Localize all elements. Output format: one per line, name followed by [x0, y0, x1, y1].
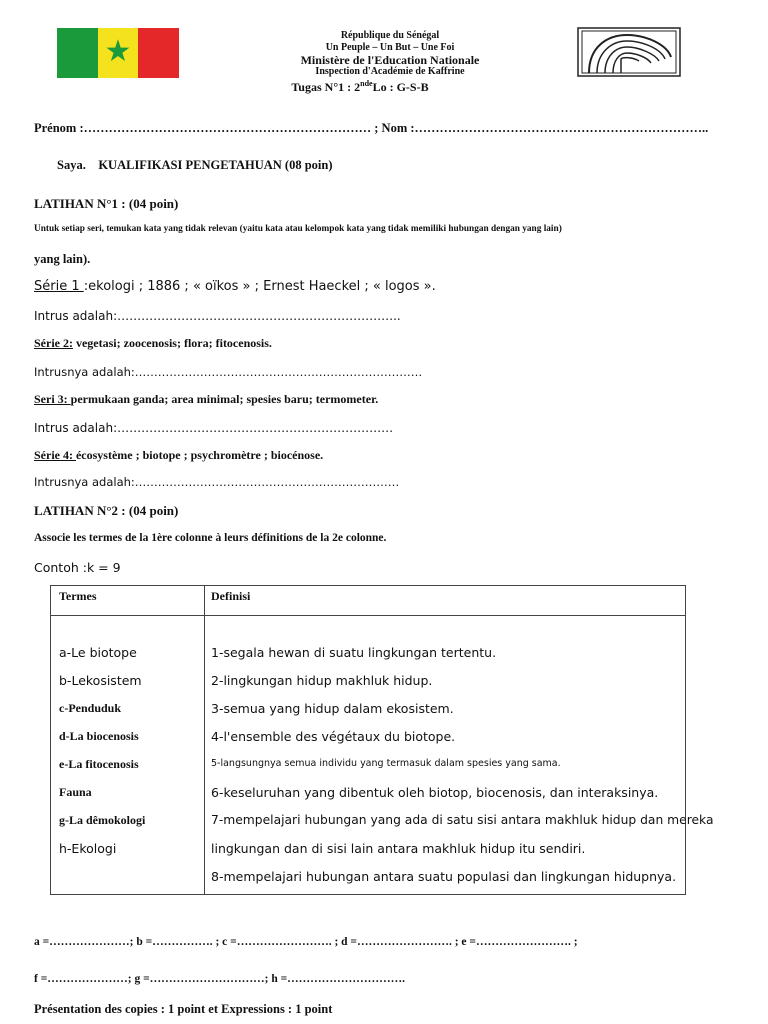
- series1-answer: Intrus adalah:……………………………………………………………..: [34, 309, 401, 323]
- flag-yellow-band: [98, 28, 139, 78]
- series4: [34, 448, 323, 463]
- series4-label: Série 4:: [34, 448, 76, 462]
- header-republic: République du Sénégal: [340, 30, 440, 41]
- series3: [34, 392, 378, 407]
- exercise2-instruction: Associe les termes de la 1ère colonne à leurs définitions de la 2e colonne.: [34, 532, 387, 544]
- definition-7: 7-mempelajari hubungan yang ada di satu sisi antara makhluk hidup dan mereka: [211, 813, 714, 827]
- academy-logo: [577, 27, 681, 77]
- series2-label: Série 2:: [34, 336, 73, 350]
- flag-red-band: [138, 28, 179, 78]
- definition-1: 1-segala hewan di suatu lingkungan tertentu.: [211, 645, 497, 660]
- term-fauna: Fauna: [59, 785, 92, 799]
- answer-line-2: f =…………………; g =…………………………; h =………………………….: [34, 973, 406, 985]
- exercise1-instruction-tail: yang lain).: [34, 252, 91, 266]
- definition-6: 6-keseluruhan yang dibentuk oleh biotop, biocenosis, dan interaksinya.: [211, 785, 659, 800]
- series4-answer: Intrusnya adalah:……………………………………………………………: [34, 475, 400, 489]
- flag-green-band: [57, 28, 98, 78]
- header-title-main: Tugas N°1 : 2: [291, 80, 361, 94]
- star-icon: ★: [104, 34, 132, 69]
- term-d: d-La biocenosis: [59, 729, 139, 743]
- term-e: e-La fitocenosis: [59, 757, 139, 771]
- header-motto: Un Peuple – Un But – Une Foi: [325, 42, 455, 53]
- document-header: [240, 30, 540, 93]
- series4-text: écosystème ; biotope ; psychromètre ; biocénose.: [75, 448, 324, 462]
- table-header-divider: [51, 615, 685, 616]
- header-title-sup: nde: [360, 79, 373, 88]
- series2: [34, 336, 272, 351]
- header-ministry: Ministère de l'Education Nationale: [300, 53, 480, 67]
- identity-line: Prénom :…………………………………………………………… ; Nom :……………………………………………………………..: [34, 121, 709, 135]
- series1-label: Série 1: [34, 279, 84, 294]
- definition-8: 8-mempelajari hubungan antara suatu populasi dan lingkungan hidupnya.: [211, 869, 677, 884]
- header-inspection: Inspection d'Académie de Kaffrine: [315, 66, 465, 77]
- definition-4: 4-l'ensemble des végétaux du biotope.: [211, 729, 456, 744]
- exercise1-title: LATIHAN N°1 : (04 poin): [34, 196, 179, 211]
- series3-text: permukaan ganda; area minimal; spesies baru; termometer.: [70, 392, 379, 406]
- exercise2-title: LATIHAN N°2 : (04 poin): [34, 503, 179, 518]
- series2-answer: Intrusnya adalah:…………………………………………………………………: [34, 365, 423, 379]
- definition-5: 5-langsungnya semua individu yang termasuk dalam spesies yang sama.: [211, 758, 561, 769]
- definition-2: 2-lingkungan hidup makhluk hidup.: [211, 673, 433, 688]
- footer-note: Présentation des copies : 1 point et Expressions : 1 point: [34, 1002, 333, 1016]
- matching-table: [50, 585, 714, 895]
- section-title: Saya. KUALIFIKASI PENGETAHUAN (08 poin): [57, 158, 333, 172]
- exercise1-instruction: Untuk setiap seri, temukan kata yang tidak relevan (yaitu kata atau kelompok kata yang tidak memiliki hubungan dengan yang lain): [34, 224, 562, 234]
- term-c: c-Penduduk: [59, 701, 122, 715]
- series3-label: Seri 3:: [34, 392, 71, 406]
- term-g: g-La dêmokologi: [59, 813, 146, 827]
- series3-answer: Intrus adalah:……………………………………………………………: [34, 421, 394, 435]
- table-header-terms: Termes: [59, 589, 97, 603]
- senegal-flag: [57, 28, 179, 78]
- definition-7-continued: lingkungan dan di sisi lain antara makhluk hidup itu sendiri.: [211, 841, 586, 856]
- term-b: b-Lekosistem: [59, 673, 142, 688]
- header-title: [180, 78, 540, 93]
- table-column-divider: [204, 586, 205, 894]
- definition-3: 3-semua yang hidup dalam ekosistem.: [211, 701, 454, 716]
- table-header-definitions: Definisi: [211, 589, 251, 603]
- series1-text: :ekologi ; 1886 ; « oïkos » ; Ernest Haeckel ; « logos ».: [83, 279, 436, 294]
- header-title-rest: Lo : G-S-B: [372, 80, 429, 94]
- series2-text: vegetasi; zoocenosis; flora; fitocenosis.: [72, 336, 272, 350]
- term-a: a-Le biotope: [59, 645, 137, 660]
- exercise2-example: Contoh :k = 9: [34, 560, 121, 575]
- term-h: h-Ekologi: [59, 841, 117, 856]
- series1: [34, 279, 436, 294]
- answer-line-1: a =…………………; b =……………. ; c =……………………. ; d =……………………. ; e =……………………. ;: [34, 936, 578, 948]
